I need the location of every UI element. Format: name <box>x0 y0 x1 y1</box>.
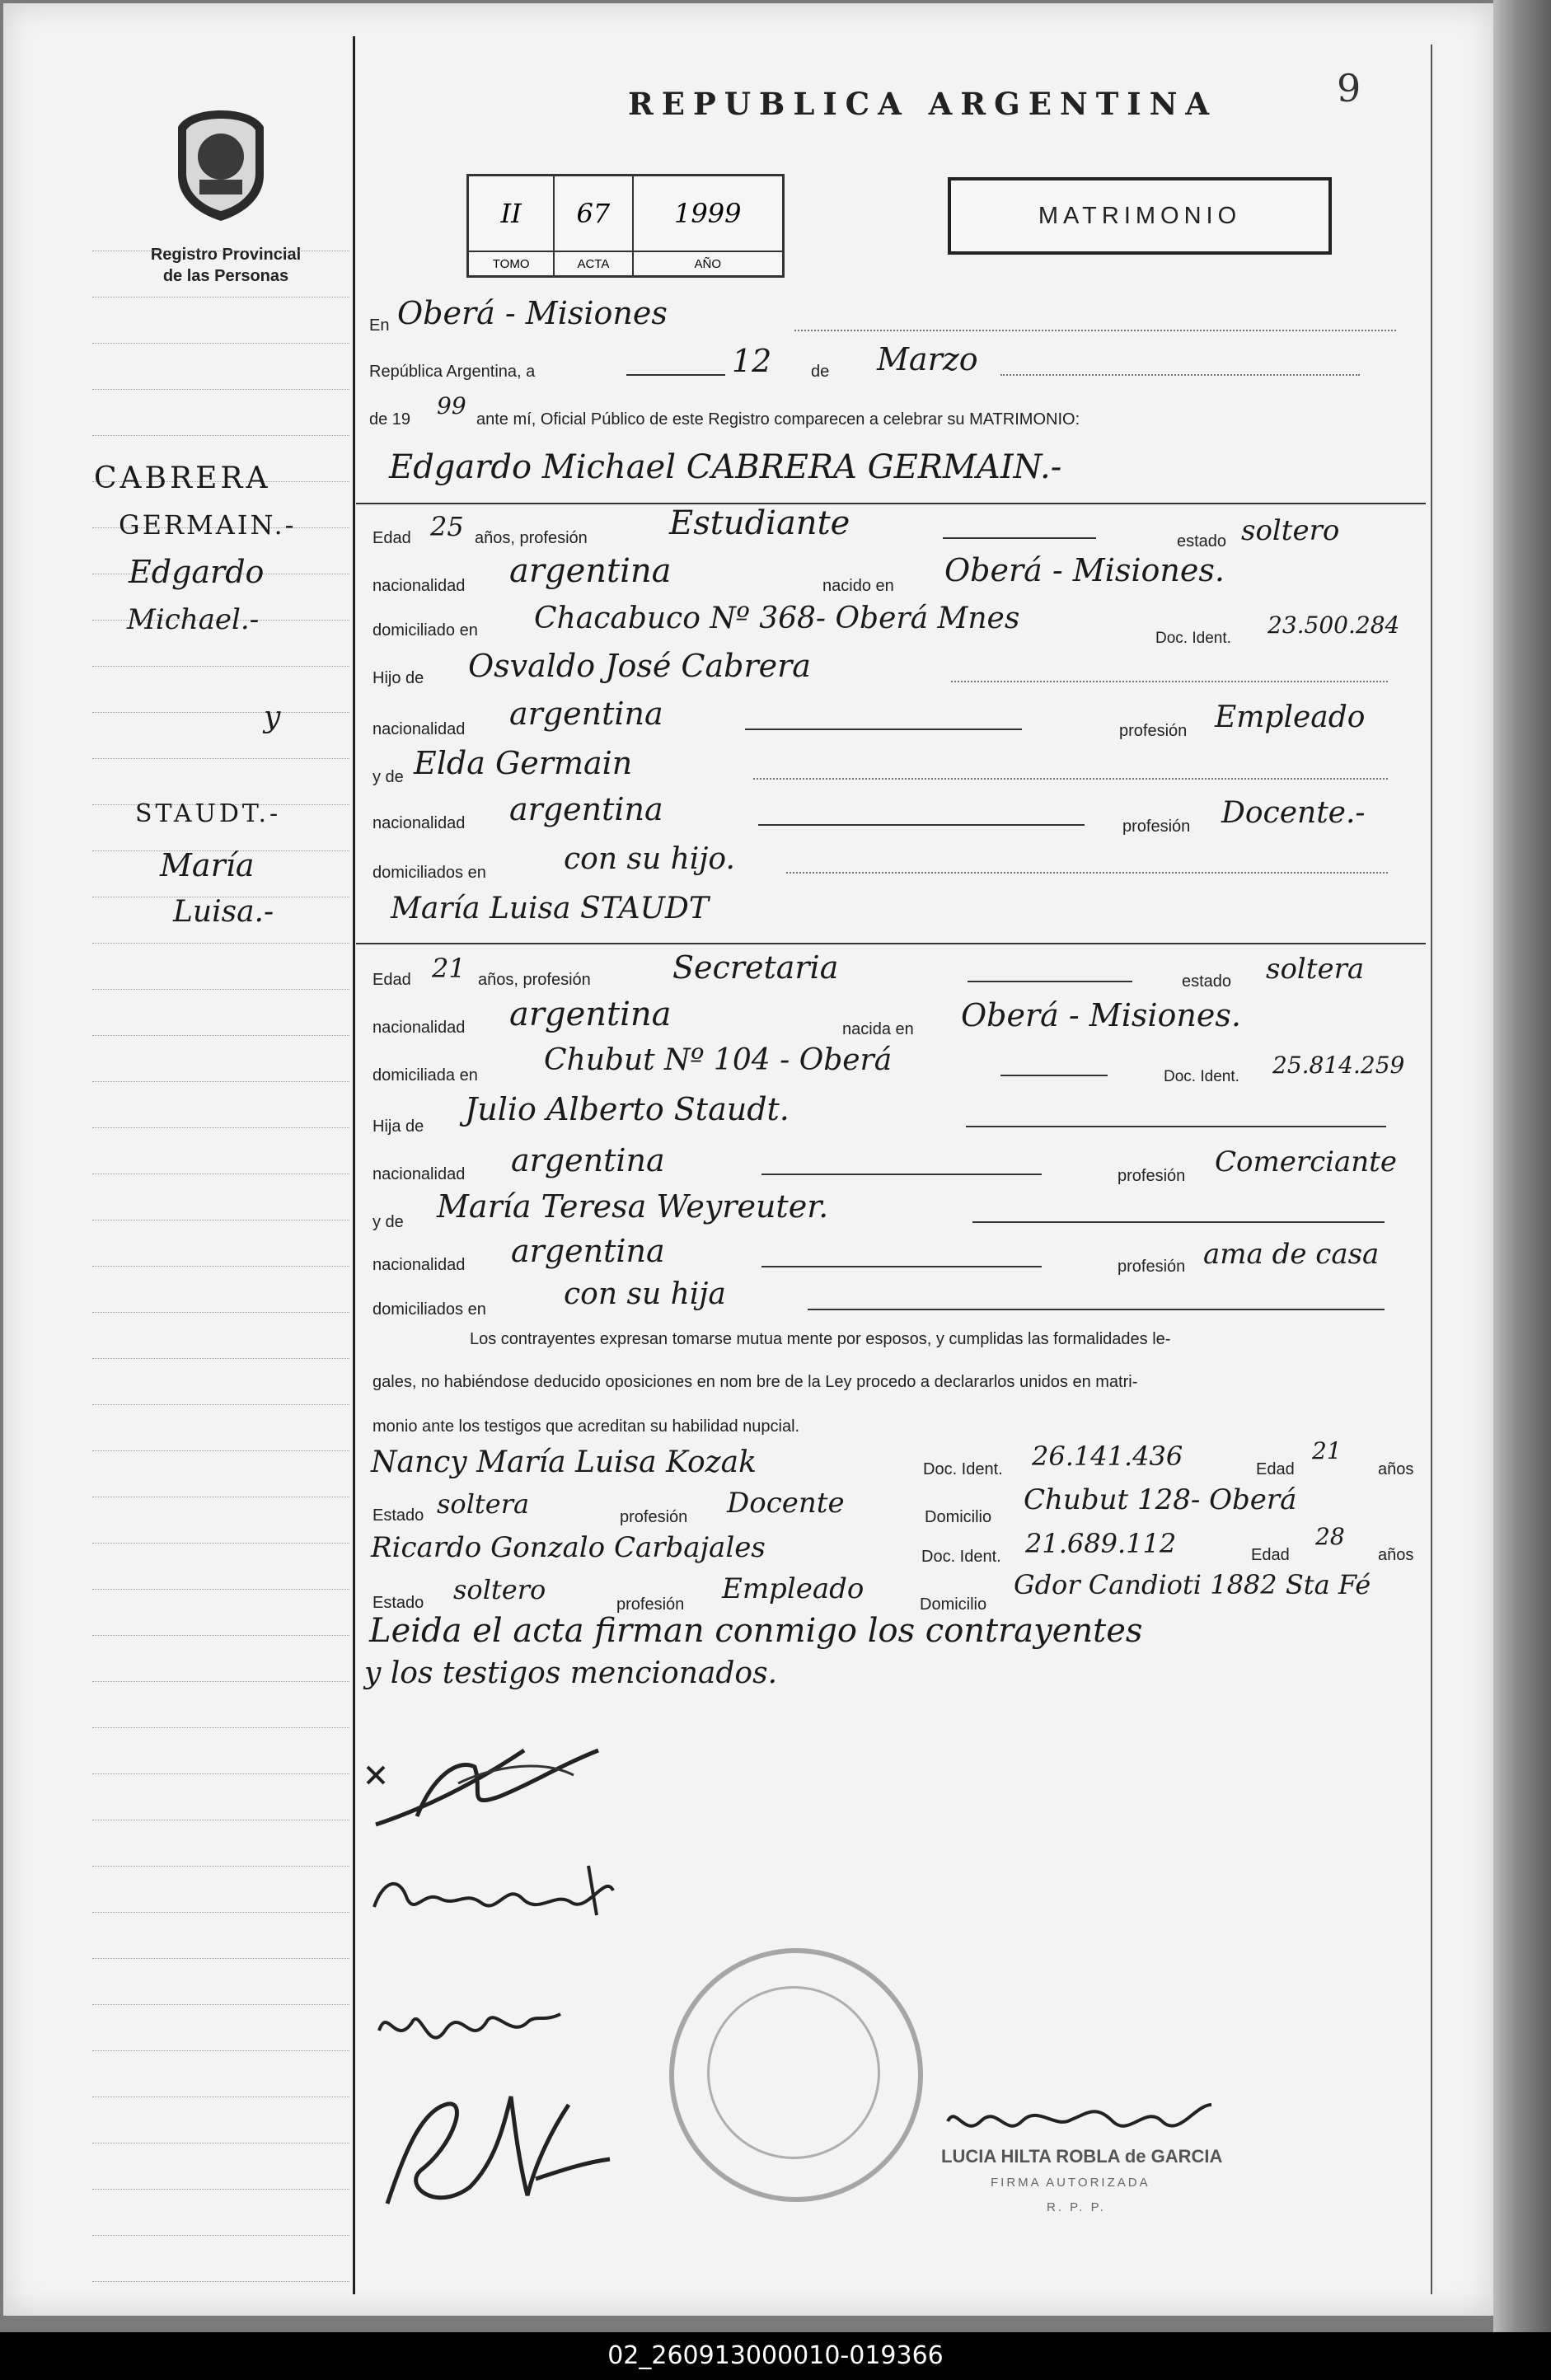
marriage-month: Marzo <box>877 341 978 377</box>
groom-nacido-label: nacido en <box>822 577 894 595</box>
witness2-domicilio-label: Domicilio <box>920 1595 987 1614</box>
declaration-line1: Los contrayentes expresan tomarse mutua mente por esposos, y cumplidas las formalidades le- <box>470 1330 1171 1348</box>
acta-label: ACTA <box>554 251 632 277</box>
bride-nationality: argentina <box>509 996 672 1033</box>
margin-ruled-line <box>92 1958 349 1959</box>
bride-parents-address: con su hija <box>564 1277 726 1311</box>
witness1-domicilio: Chubut 128- Oberá <box>1024 1483 1297 1516</box>
margin-ruled-line <box>92 943 349 944</box>
witness2-name: Ricardo Gonzalo Carbajales <box>371 1531 766 1564</box>
groom-father-nationality: argentina <box>509 696 663 732</box>
witness1-age: 21 <box>1312 1437 1342 1464</box>
fill-line <box>794 330 1396 331</box>
groom-doc-number: 23.500.284 <box>1268 611 1400 639</box>
margin-ruled-line <box>92 758 349 759</box>
bride-nacida-label: nacida en <box>842 1020 914 1038</box>
witness1-estado-label: Estado <box>373 1506 424 1525</box>
groom-father: Osvaldo José Cabrera <box>468 648 811 684</box>
margin-note: Luisa.- <box>173 895 274 929</box>
fill-line <box>968 981 1132 982</box>
witness1-estado: soltera <box>437 1488 530 1520</box>
fill-line <box>1000 1075 1108 1076</box>
bride-address: Chubut Nº 104 - Oberá <box>544 1043 893 1077</box>
witness2-profesion-label: profesión <box>616 1595 685 1614</box>
margin-ruled-line <box>92 1773 349 1774</box>
en-label: En <box>369 316 390 335</box>
signature-official <box>940 2088 1220 2146</box>
witness1-anos-label: años <box>1378 1460 1414 1478</box>
groom-full-name: Edgardo Michael CABRERA GERMAIN.- <box>389 448 1062 486</box>
witness2-anos-label: años <box>1378 1546 1414 1564</box>
witness1-profession: Docente <box>727 1487 845 1520</box>
bride-edad-label: Edad <box>373 971 411 989</box>
bride-profesion-label: años, profesión <box>478 971 591 989</box>
bride-mother-profession: ama de casa <box>1203 1238 1380 1271</box>
margin-ruled-line <box>92 1404 349 1405</box>
tomo-label: TOMO <box>468 251 555 277</box>
margin-ruled-line <box>92 1866 349 1867</box>
groom-father-profession: Empleado <box>1215 700 1366 734</box>
groom-edad-label: Edad <box>373 529 411 547</box>
document-page <box>3 3 1493 2316</box>
record-number-table <box>466 174 785 278</box>
bride-father-nacionalidad-label: nacionalidad <box>373 1165 466 1183</box>
margin-note: GERMAIN.- <box>119 509 297 541</box>
margin-ruled-line <box>92 2004 349 2005</box>
groom-civil-state: soltero <box>1241 514 1340 547</box>
groom-mother-profession: Docente.- <box>1221 796 1366 830</box>
margin-note: María <box>160 847 255 883</box>
witness2-domicilio: Gdor Candioti 1882 Sta Fé <box>1014 1569 1371 1600</box>
margin-ruled-line <box>92 1543 349 1544</box>
margin-ruled-line <box>92 1450 349 1451</box>
tomo-value: II <box>468 176 555 252</box>
ano-label: AÑO <box>633 251 784 277</box>
margin-ruled-line <box>92 1035 349 1036</box>
margin-ruled-line <box>92 666 349 667</box>
fill-line <box>808 1309 1385 1310</box>
margin-note: STAUDT.- <box>135 799 282 828</box>
groom-hijo-label: Hijo de <box>373 669 424 687</box>
bride-profession: Secretaria <box>672 949 839 986</box>
witness2-profession: Empleado <box>722 1572 865 1605</box>
section-divider <box>356 943 1426 944</box>
fill-line <box>626 374 725 376</box>
groom-doc-label: Doc. Ident. <box>1155 630 1231 647</box>
margin-ruled-line <box>92 1589 349 1590</box>
witness2-estado-label: Estado <box>373 1594 424 1612</box>
bride-hija-label: Hija de <box>373 1117 424 1136</box>
acta-value: 67 <box>554 176 632 252</box>
bride-yde-label: y de <box>373 1213 404 1231</box>
witness2-edad-label: Edad <box>1251 1546 1290 1564</box>
ano-value: 1999 <box>633 176 784 252</box>
witness1-name: Nancy María Luisa Kozak <box>371 1445 757 1479</box>
bride-father-nationality: argentina <box>511 1142 665 1178</box>
groom-parents-address: con su hijo. <box>564 842 735 876</box>
groom-estado-label: estado <box>1177 532 1227 550</box>
registry-logo-icon <box>170 107 272 223</box>
margin-ruled-line <box>92 2281 349 2282</box>
bride-nacionalidad-label: nacionalidad <box>373 1019 466 1037</box>
fill-line <box>1000 374 1360 376</box>
right-border <box>1431 45 1432 2294</box>
bride-doc-number: 25.814.259 <box>1272 1052 1405 1079</box>
fill-line <box>966 1126 1386 1127</box>
signature-groom <box>359 1717 623 1833</box>
witness1-doc-label: Doc. Ident. <box>923 1460 1003 1478</box>
de-label: de <box>811 363 830 381</box>
official-title: FIRMA AUTORIZADA <box>991 2176 1150 2190</box>
book-page-edge <box>1493 0 1551 2332</box>
marriage-day: 12 <box>732 343 772 379</box>
margin-ruled-line <box>92 1358 349 1359</box>
groom-yde-label: y de <box>373 768 404 786</box>
bride-mother-nationality: argentina <box>511 1233 665 1269</box>
margin-ruled-line <box>92 1312 349 1313</box>
margin-ruled-line <box>92 389 349 390</box>
republica-label: República Argentina, a <box>369 363 536 381</box>
groom-nationality: argentina <box>509 552 672 590</box>
official-office: R. P. P. <box>1047 2200 1106 2214</box>
margin-ruled-line <box>92 712 349 713</box>
page-number: 9 <box>1337 66 1361 110</box>
declaration-line2: gales, no habiéndose deducido oposiciones en nom bre de la Ley procedo a declararlos unidos en matri- <box>373 1373 1138 1391</box>
margin-ruled-line <box>92 2235 349 2236</box>
fill-line <box>972 1221 1385 1223</box>
margin-ruled-line <box>92 343 349 344</box>
signature-bride <box>366 1858 630 1932</box>
bride-mother-nacionalidad-label: nacionalidad <box>373 1256 466 1274</box>
registry-stamp <box>669 1948 923 2202</box>
bride-father: Julio Alberto Staudt. <box>465 1091 790 1127</box>
groom-nacionalidad-label: nacionalidad <box>373 577 466 595</box>
year-suffix: 99 <box>437 392 466 419</box>
groom-address: Chacabuco Nº 368- Oberá Mnes <box>534 602 1020 635</box>
margin-note: Michael.- <box>127 603 260 636</box>
closing-line1: Leida el acta firman conmigo los contrayentes <box>369 1612 1143 1650</box>
margin-ruled-line <box>92 989 349 990</box>
margin-note: Edgardo <box>129 554 265 590</box>
bride-age: 21 <box>432 953 466 984</box>
groom-mother-profesion-label: profesión <box>1122 818 1191 836</box>
witness2-estado: soltero <box>453 1574 546 1605</box>
section-divider <box>356 503 1426 504</box>
signature-witness1 <box>371 1989 585 2064</box>
declaration-line3: monio ante los testigos que acreditan su habilidad nupcial. <box>373 1417 800 1436</box>
fill-line <box>786 872 1388 874</box>
bride-birthplace: Oberá - Misiones. <box>961 997 1241 1033</box>
act-type-box: MATRIMONIO <box>948 177 1332 255</box>
bride-father-profesion-label: profesión <box>1118 1167 1186 1185</box>
margin-ruled-line <box>92 1127 349 1128</box>
bride-mother: María Teresa Weyreuter. <box>437 1188 829 1225</box>
witness1-profesion-label: profesión <box>620 1508 688 1526</box>
groom-mother-nacionalidad-label: nacionalidad <box>373 814 466 832</box>
fill-line <box>943 537 1096 539</box>
bride-doc-label: Doc. Ident. <box>1164 1068 1239 1085</box>
groom-father-nacionalidad-label: nacionalidad <box>373 720 466 738</box>
witness2-doc-label: Doc. Ident. <box>921 1548 1001 1566</box>
country-title: REPUBLICA ARGENTINA <box>628 86 1218 122</box>
witness1-edad-label: Edad <box>1256 1460 1295 1478</box>
fill-line <box>758 824 1085 826</box>
groom-domiciliado-label: domiciliado en <box>373 621 478 640</box>
fill-line <box>951 681 1388 682</box>
appearance-statement: ante mí, Oficial Público de este Registro comparecen a celebrar su MATRIMONIO: <box>476 410 1080 429</box>
groom-age: 25 <box>430 511 464 542</box>
groom-mother-nationality: argentina <box>509 791 663 827</box>
signature-witness2 <box>371 2080 618 2228</box>
year-prefix: de 19 <box>369 410 411 429</box>
bride-domiciliados-label: domiciliados en <box>373 1300 486 1319</box>
margin-ruled-line <box>92 1727 349 1728</box>
fill-line <box>761 1174 1042 1175</box>
witness2-age: 28 <box>1315 1523 1345 1550</box>
fill-line <box>753 778 1388 780</box>
margin-ruled-line <box>92 1081 349 1082</box>
image-id-bar <box>0 2332 1551 2380</box>
bride-estado-label: estado <box>1182 972 1232 991</box>
margin-ruled-line <box>92 1912 349 1913</box>
marriage-place: Oberá - Misiones <box>397 295 668 331</box>
groom-mother: Elda Germain <box>414 745 633 781</box>
groom-profession: Estudiante <box>669 504 850 542</box>
fill-line <box>761 1266 1042 1267</box>
margin-ruled-line <box>92 2189 349 2190</box>
bride-full-name: María Luisa STAUDT <box>391 892 709 925</box>
margin-divider <box>353 36 355 2294</box>
margin-note: y <box>264 700 281 734</box>
margin-ruled-line <box>92 2050 349 2051</box>
groom-domiciliados-label: domiciliados en <box>373 864 486 882</box>
registry-caption-line2: de las Personas <box>162 267 289 285</box>
bride-domiciliada-label: domiciliada en <box>373 1066 478 1085</box>
witness2-doc: 21.689.112 <box>1025 1528 1177 1559</box>
witness1-doc: 26.141.436 <box>1032 1441 1183 1472</box>
bride-civil-state: soltera <box>1266 953 1365 986</box>
margin-ruled-line <box>92 1681 349 1682</box>
groom-father-profesion-label: profesión <box>1119 722 1188 740</box>
margin-ruled-line <box>92 1266 349 1267</box>
official-name: LUCIA HILTA ROBLA de GARCIA <box>941 2146 1223 2167</box>
margin-note: CABRERA <box>94 461 271 495</box>
bride-father-profession: Comerciante <box>1215 1145 1397 1178</box>
fill-line <box>745 729 1022 730</box>
groom-profesion-label: años, profesión <box>475 529 588 547</box>
witness1-domicilio-label: Domicilio <box>925 1508 992 1526</box>
image-id: 02_260913000010-019366 <box>607 2341 944 2370</box>
margin-ruled-line <box>92 435 349 436</box>
closing-line2: y los testigos mencionados. <box>364 1656 778 1690</box>
groom-birthplace: Oberá - Misiones. <box>944 552 1225 588</box>
registry-caption-line1: Registro Provincial <box>150 246 302 264</box>
margin-ruled-line <box>92 297 349 298</box>
margin-ruled-line <box>92 1635 349 1636</box>
bride-mother-profesion-label: profesión <box>1118 1258 1186 1276</box>
